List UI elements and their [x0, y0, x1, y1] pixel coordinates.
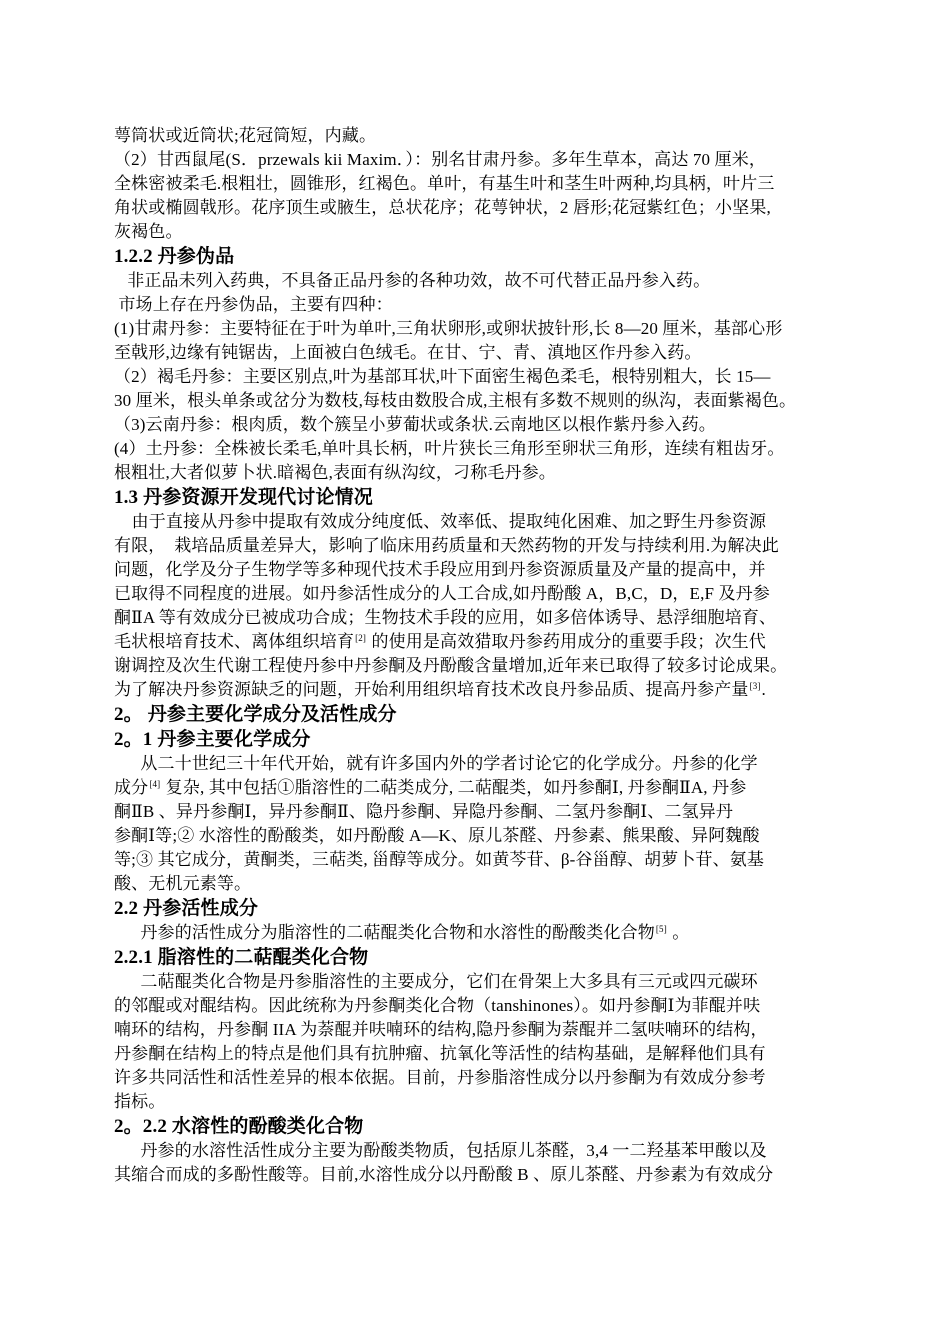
line-text: 酸、无机元素等。 — [114, 874, 252, 893]
section-heading — [114, 485, 876, 510]
line-text: 萼筒状或近筒状;花冠筒短，内藏。 — [114, 126, 377, 145]
line-text: 30 厘米，根头单条或岔分为数枝,每枝由数股合成,主根有多数不规则的纵沟，表面紫褐色。 — [114, 391, 797, 410]
text-line — [114, 1163, 876, 1187]
line-text: 2。 丹参主要化学成分及活性成分 — [114, 704, 397, 725]
line-text: 许多共同活性和活性差异的根本依据。目前，丹参脂溶性成分以丹参酮为有效成分参考 — [114, 1068, 766, 1087]
line-text: 根粗壮,大者似萝卜状.暗褐色,表面有纵沟纹，刁称毛丹参。 — [114, 463, 556, 482]
line-text: 2.2.1 脂溶性的二萜醌类化合物 — [114, 947, 369, 968]
line-text: 2.2 丹参活性成分 — [114, 898, 259, 919]
line-text: 由于直接从丹参中提取有效成分纯度低、效率低、提取纯化困难、加之野生丹参资源 — [114, 512, 767, 531]
section-heading — [114, 896, 876, 921]
line-text-continued: . — [761, 680, 766, 699]
line-text: 其缩合而成的多酚性酸等。目前,水溶性成分以丹酚酸 B 、原儿茶醛、丹参素为有效成分 — [114, 1165, 774, 1184]
text-line — [114, 970, 876, 994]
text-line — [114, 196, 876, 220]
line-text: 丹参的水溶性活性成分主要为酚酸类物质，包括原儿茶醛，3,4 一二羟基苯甲酸以及 — [114, 1141, 767, 1160]
citation-ref: [5] — [655, 924, 667, 934]
text-line — [114, 269, 876, 293]
line-text: 非正品未列入药典，不具备正品丹参的各种功效，故不可代替正品丹参入药。 — [114, 271, 711, 290]
text-line — [114, 1066, 876, 1090]
text-line — [114, 389, 876, 413]
line-text: 的邻醌或对醌结构。因此统称为丹参酮类化合物（tanshinones）。如丹参酮Ⅰ为菲醌并呋 — [114, 996, 761, 1015]
line-text: 角状或椭圆戟形。花序顶生或腋生，总状花序；花萼钟状，2 唇形;花冠紫红色；小坚果, — [114, 198, 771, 217]
line-text: 至戟形,边缘有钝锯齿，上面被白色绒毛。在甘、宁、青、滇地区作丹参入药。 — [114, 343, 702, 362]
text-line — [114, 124, 876, 148]
line-text: (4）土丹参：全株被长柔毛,单叶具长柄，叶片狭长三角形至卵状三角形，连续有粗齿牙。 — [114, 439, 785, 458]
line-text: 1.2.2 丹参伪品 — [114, 246, 235, 267]
text-line — [114, 1090, 876, 1114]
line-text: 2。2.2 水溶性的酚酸类化合物 — [114, 1116, 364, 1137]
text-line — [114, 293, 876, 317]
text-line — [114, 994, 876, 1018]
line-text-continued: 复杂, 其中包括①脂溶性的二萜类成分, 二萜醌类，如丹参酮Ⅰ, 丹参酮ⅡA, 丹参 — [161, 778, 747, 797]
text-line — [114, 534, 876, 558]
citation-ref: [2] — [355, 633, 367, 643]
text-line — [114, 678, 876, 702]
line-text: （2）甘西鼠尾(S．przewals kii Maxim．）：别名甘肃丹参。多年生草本，高达 70 厘米， — [114, 150, 767, 169]
line-text: 丹参酮在结构上的特点是他们具有抗肿瘤、抗氧化等活性的结构基础，是解释他们具有 — [114, 1044, 766, 1063]
text-line — [114, 872, 876, 896]
line-text: 已取得不同程度的进展。如丹参活性成分的人工合成,如丹酚酸 A，B,C，D，E,F 及丹参 — [114, 584, 770, 603]
line-text: （2）褐毛丹参：主要区别点,叶为基部耳状,叶下面密生褐色柔毛，根特别粗大，长 15— — [114, 367, 771, 386]
line-text: 酮ⅡA 等有效成分已被成功合成；生物技术手段的应用，如多倍体诱导、悬浮细胞培育、 — [114, 608, 777, 627]
line-text: 等;③ 其它成分，黄酮类，三萜类, 甾醇等成分。如黄芩苷、β-谷甾醇、胡萝卜苷、氨基 — [114, 850, 765, 869]
document-body — [114, 124, 876, 1187]
line-text: 二萜醌类化合物是丹参脂溶性的主要成分，它们在骨架上大多具有三元或四元碳环 — [114, 972, 758, 991]
line-text-continued: 。 — [667, 923, 690, 942]
text-line — [114, 1042, 876, 1066]
citation-ref: [3] — [749, 681, 761, 691]
line-text: 问题，化学及分子生物学等多种现代技术手段应用到丹参资源质量及产量的提高中，并 — [114, 560, 766, 579]
section-heading — [114, 945, 876, 970]
text-line — [114, 824, 876, 848]
line-text: (1)甘肃丹参：主要特征在于叶为单叶,三角状卵形,或卵状披针形,长 8—20 厘米，基部心形 — [114, 319, 783, 338]
section-heading — [114, 1114, 876, 1139]
line-text: 谢调控及次生代谢工程使丹参中丹参酮及丹酚酸含量增加,近年来已取得了较多讨论成果。 — [114, 656, 788, 675]
line-text: 指标。 — [114, 1092, 166, 1111]
line-text: 成分 — [114, 778, 149, 797]
text-line — [114, 341, 876, 365]
section-heading — [114, 702, 876, 727]
line-text-continued: 的使用是高效猎取丹参药用成分的重要手段；次生代 — [367, 632, 766, 651]
text-line — [114, 148, 876, 172]
text-line — [114, 461, 876, 485]
line-text: 2。1 丹参主要化学成分 — [114, 729, 311, 750]
text-line — [114, 1139, 876, 1163]
text-line — [114, 752, 876, 776]
line-text: 酮ⅡB 、异丹参酮Ⅰ，异丹参酮Ⅱ、隐丹参酮、异隐丹参酮、二氢丹参酮Ⅰ、二氢异丹 — [114, 802, 733, 821]
text-line — [114, 921, 876, 945]
text-line — [114, 317, 876, 341]
text-line — [114, 558, 876, 582]
text-line — [114, 437, 876, 461]
text-line — [114, 606, 876, 630]
text-line — [114, 510, 876, 534]
line-text: 全株密被柔毛.根粗壮，圆锥形，红褐色。单叶，有基生叶和茎生叶两种,均具柄，叶片三 — [114, 174, 775, 193]
line-text: 参酮Ⅰ等;② 水溶性的酚酸类，如丹酚酸 A—K、原儿茶醛、丹参素、熊果酸、异阿魏酸 — [114, 826, 760, 845]
text-line — [114, 582, 876, 606]
line-text: 毛状根培育技术、离体组织培育 — [114, 632, 355, 651]
line-text: 市场上存在丹参伪品，主要有四种： — [114, 295, 393, 314]
text-line — [114, 220, 876, 244]
text-line — [114, 654, 876, 678]
text-line — [114, 630, 876, 654]
line-text: 为了解决丹参资源缺乏的问题，开始利用组织培育技术改良丹参品质、提高丹参产量 — [114, 680, 749, 699]
line-text: 丹参的活性成分为脂溶性的二萜醌类化合物和水溶性的酚酸类化合物 — [114, 923, 655, 942]
text-line — [114, 172, 876, 196]
text-line — [114, 848, 876, 872]
text-line — [114, 800, 876, 824]
section-heading — [114, 727, 876, 752]
text-line — [114, 413, 876, 437]
line-text: 有限， 栽培品质量差异大，影响了临床用药质量和天然药物的开发与持续利用.为解决此 — [114, 536, 779, 555]
text-line — [114, 1018, 876, 1042]
line-text: 从二十世纪三十年代开始，就有许多国内外的学者讨论它的化学成分。丹参的化学 — [114, 754, 758, 773]
text-line — [114, 776, 876, 800]
citation-ref: [4] — [149, 779, 161, 789]
line-text: 喃环的结构，丹参酮 IIA 为萘醌并呋喃环的结构,隐丹参酮为萘醌并二氢呋喃环的结构， — [114, 1020, 768, 1039]
text-line — [114, 365, 876, 389]
line-text: 1.3 丹参资源开发现代讨论情况 — [114, 487, 373, 508]
line-text: 灰褐色。 — [114, 222, 183, 241]
line-text: （3)云南丹参：根肉质，数个簇呈小萝葡状或条状.云南地区以根作紫丹参入药。 — [114, 415, 716, 434]
section-heading — [114, 244, 876, 269]
